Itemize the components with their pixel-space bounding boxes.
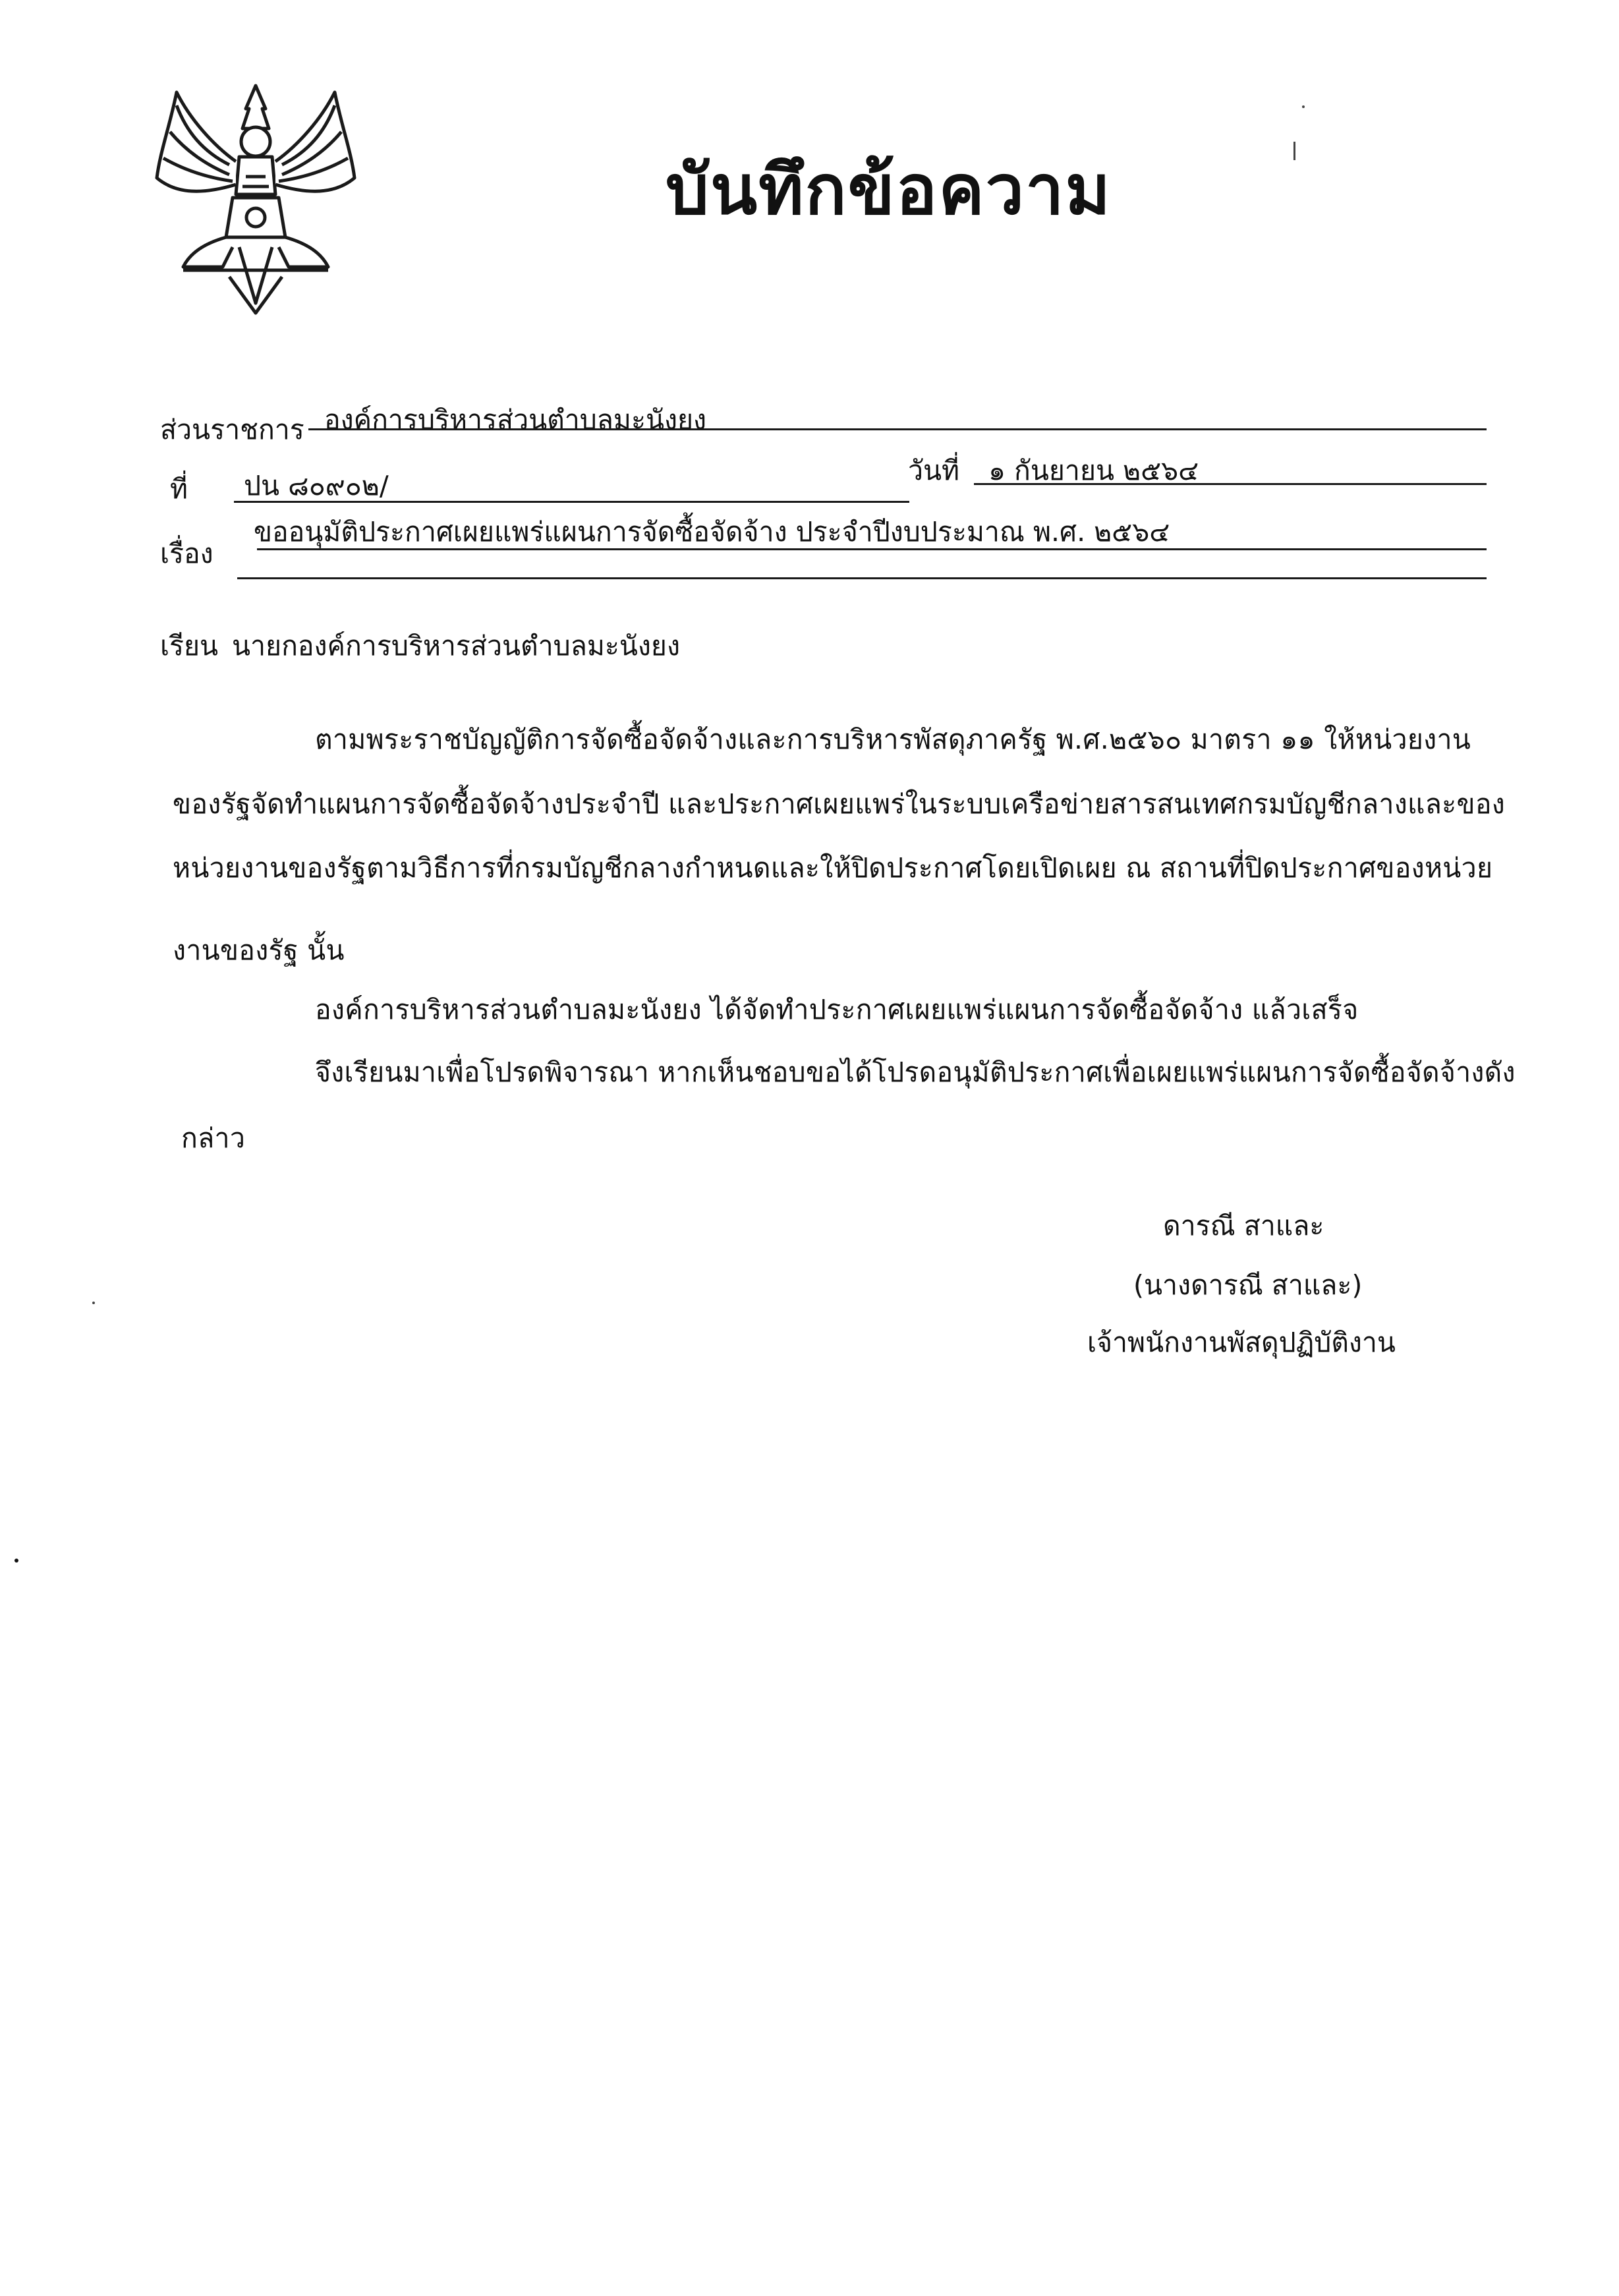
date-label: วันที่: [908, 455, 960, 486]
to-label: เรียน: [160, 630, 219, 662]
ref-underline: [234, 501, 909, 503]
scan-mark: [14, 1559, 18, 1563]
printed-name: (นางดารณี สาและ): [1133, 1269, 1363, 1301]
subject-underline-bottom: [237, 577, 1487, 579]
body-line: หน่วยงานของรัฐตามวิธีการที่กรมบัญชีกลางกำหนดและให้ปิดประกาศโดยเปิดเผย ณ สถานที่ปิดประกาศของหน่วย: [173, 852, 1493, 884]
agency-underline: [308, 428, 1487, 430]
subject-value: ขออนุมัติประกาศเผยแพร่แผนการจัดซื้อจัดจ้าง ประจำปีงบประมาณ พ.ศ. ๒๕๖๔: [254, 516, 1170, 548]
ref-label: ที่: [170, 473, 188, 505]
body-line: จึงเรียนมาเพื่อโปรดพิจารณา หากเห็นชอบขอได้โปรดอนุมัติประกาศเพื่อเผยแพร่แผนการจัดซื้อจัดจ้างดัง: [315, 1056, 1516, 1088]
agency-value: องค์การบริหารส่วนตำบลมะนังยง: [324, 404, 707, 436]
signed-name: ดารณี สาและ: [1163, 1210, 1324, 1242]
scan-mark: [1293, 142, 1295, 160]
body-line: องค์การบริหารส่วนตำบลมะนังยง ได้จัดทำประกาศเผยแพร่แผนการจัดซื้อจัดจ้าง แล้วเสร็จ: [315, 994, 1359, 1025]
ref-value: ปน ๘๐๙๐๒/: [244, 470, 389, 502]
to-value: นายกองค์การบริหารส่วนตำบลมะนังยง: [232, 630, 680, 662]
date-underline: [974, 483, 1487, 485]
body-line: ตามพระราชบัญญัติการจัดซื้อจัดจ้างและการบริหารพัสดุภาครัฐ พ.ศ.๒๕๖๐ มาตรา ๑๑ ให้หน่วยงาน: [315, 724, 1471, 755]
agency-label: ส่วนราชการ: [160, 414, 304, 445]
body-line: ของรัฐจัดทำแผนการจัดซื้อจัดจ้างประจำปี และประกาศเผยแพร่ในระบบเครือข่ายสารสนเทศกรมบัญชีกลางและของ: [173, 788, 1506, 820]
body-line: กล่าว: [181, 1122, 246, 1154]
signer-position: เจ้าพนักงานพัสดุปฏิบัติงาน: [1087, 1327, 1396, 1358]
scan-mark: [92, 1302, 95, 1304]
scan-mark: [1302, 105, 1305, 108]
subject-label: เรื่อง: [160, 538, 213, 569]
page-title: บันทึกข้อความ: [666, 150, 1112, 230]
subject-underline-top: [257, 548, 1487, 550]
body-line: งานของรัฐ นั้น: [173, 934, 345, 966]
garuda-emblem-icon: [150, 79, 361, 320]
date-value: ๑ กันยายน ๒๕๖๔: [988, 455, 1199, 486]
